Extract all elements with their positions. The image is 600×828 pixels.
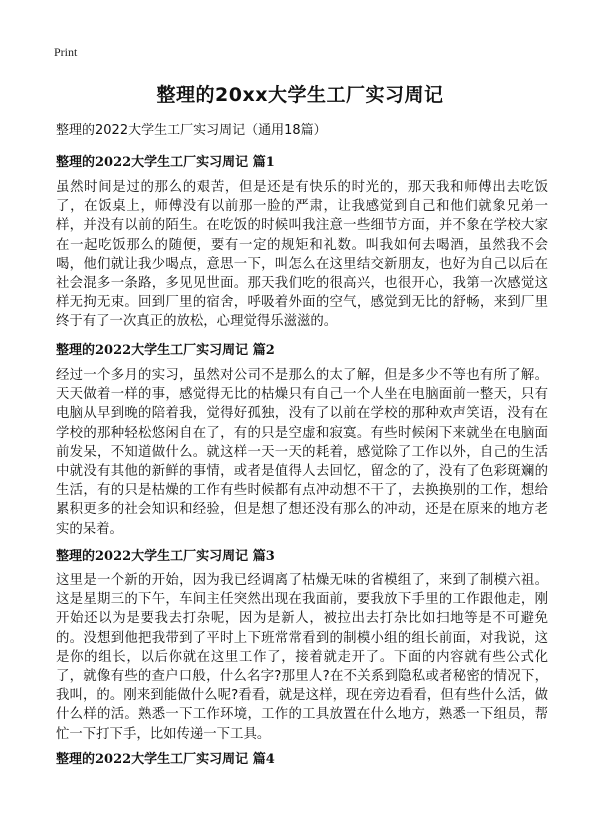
section-body-2: 经过一个多月的实习，虽然对公司不是那么的太了解，但是多少不等也有所了解。天天做着一样的事，感觉得无比的枯燥只有自己一个人坐在电脑面前一整天，只有电脑从早到晚的陪着我，觉得好孤独，没有了以前在学校的那种欢声笑语，没有在学校的那种轻松悠闲自在了，有的只是空虚和寂寞。有些时候闲下来就坐在电脑面前发呆，不知道做什么。就这样一天一天的耗着，感觉除了工作以外，自己的生活中就没有其他的新鲜的事情，或者是值得人去回忆，留念的了，没有了色彩斑斓的生活，有的只是枯燥的工作有些时候都有点冲动想不干了，去换换别的工作，想给累积更多的社会知识和经验，但是想了想还没有那么的冲动，还是在原来的地方老实的呆着。 (56, 368, 548, 537)
document-subtitle: 整理的2022大学生工厂实习周记（通用18篇） (56, 123, 327, 138)
section-heading-4: 整理的2022大学生工厂实习周记 篇4 (56, 752, 275, 767)
section-heading-3: 整理的2022大学生工厂实习周记 篇3 (56, 549, 275, 564)
print-link[interactable]: Print (54, 45, 78, 59)
section-body-1: 虽然时间是过的那么的艰苦，但是还是有快乐的时光的，那天我和师傅出去吃饭了，在饭桌上，师傅没有以前那一脸的严肃，让我感觉到自己和他们就象兄弟一样，并没有以前的陌生。在吃饭的时候叫我注意一些细节方面，并不象在学校大家在一起吃饭那么的随便，要有一定的规矩和礼数。叫我如何去喝酒，虽然我不会喝，他们就让我少喝点，意思一下，叫怎么在这里结交新朋友，也好为自己以后在社会混多一条路，多见见世面。那天我们吃的很高兴，也很开心，我第一次感觉这样无拘无束。回到厂里的宿舍，呼吸着外面的空气，感觉到无比的舒畅，来到厂里终于有了一次真正的放松，心理觉得乐滋滋的。 (56, 180, 548, 330)
document-title: 整理的20xx大学生工厂实习周记 (156, 84, 444, 106)
section-body-3: 这里是一个新的开始，因为我已经调离了枯燥无味的省模组了，来到了制模六祖。这是星期三的下午，车间主任突然出现在我面前，要我放下手里的工作跟他走，刚开始还以为是要我去打杂呢，因为是新人，被拉出去打杂比如扫地等是不可避免的。没想到他把我带到了平时上下班常常看到的制模小组的组长前面，对我说，这是你的组长，以后你就在这里工作了，接着就走开了。下面的内容就有些公式化了，就像有些的查户口般，什么名字?那里人?在不关系到隐私或者秘密的情况下，我叫，的。刚来到能做什么呢?看看，就是这样，现在旁边看看，但有些什么活，做什么样的活。熟悉一下工作环境，工作的工具放置在什么地方，熟悉一下组员，帮忙一下打下手，比如传递一下工具。 (56, 573, 548, 742)
section-heading-2: 整理的2022大学生工厂实习周记 篇2 (56, 343, 275, 358)
section-heading-1: 整理的2022大学生工厂实习周记 篇1 (56, 155, 275, 170)
